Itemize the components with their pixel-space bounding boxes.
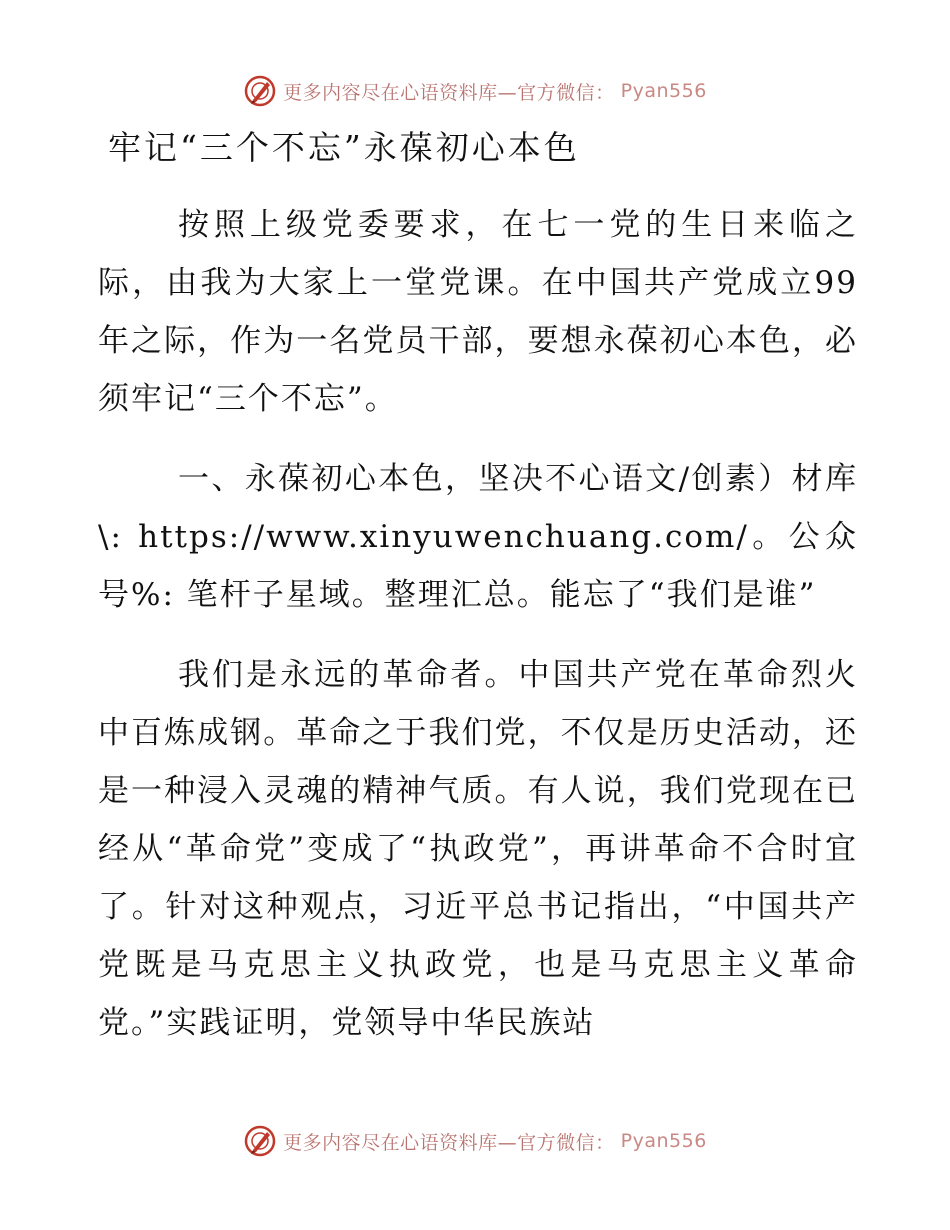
document-title: 牢记“三个不忘”永葆初心本色 — [108, 128, 580, 167]
pen-logo-icon — [243, 74, 277, 108]
pen-logo-icon — [243, 1124, 277, 1158]
watermark-wechat-id: Pyan556 — [620, 80, 707, 102]
watermark-text: 更多内容尽在心语资料库—官方微信： — [283, 1131, 615, 1154]
footer-watermark — [0, 1124, 950, 1158]
paragraph-intro: 按照上级党委要求，在七一党的生日来临之际，由我为大家上一堂党课。在中国共产党成立99年之际，作为一名党员干部，要想永葆初心本色，必须牢记“三个不忘”。 — [98, 207, 858, 417]
header-watermark — [0, 74, 950, 108]
watermark-text: 更多内容尽在心语资料库—官方微信： — [283, 81, 615, 104]
paragraph-revolutionary: 我们是永远的革命者。中国共产党在革命烈火中百炼成钢。革命之于我们党，不仅是历史活动，还是一种浸入灵魂的精神气质。有人说，我们党现在已经从“革命党”变成了“执政党”，再讲革命不合时宜了。针对这种观点，习近平总书记指出，“中国共产党既是马克思主义执政党，也是马克思主义革命党。”实践证明，党领导中华民族站 — [98, 657, 858, 1041]
watermark-wechat-id: Pyan556 — [620, 1130, 707, 1152]
paragraph-section-one: 一、永葆初心本色，坚决不心语文/创素）材库\: https://www.xinyuwenchuang.com/。公众号%: 笔杆子星域。整理汇总。能忘了“我们是谁” — [98, 461, 858, 613]
document-body — [98, 196, 858, 1074]
